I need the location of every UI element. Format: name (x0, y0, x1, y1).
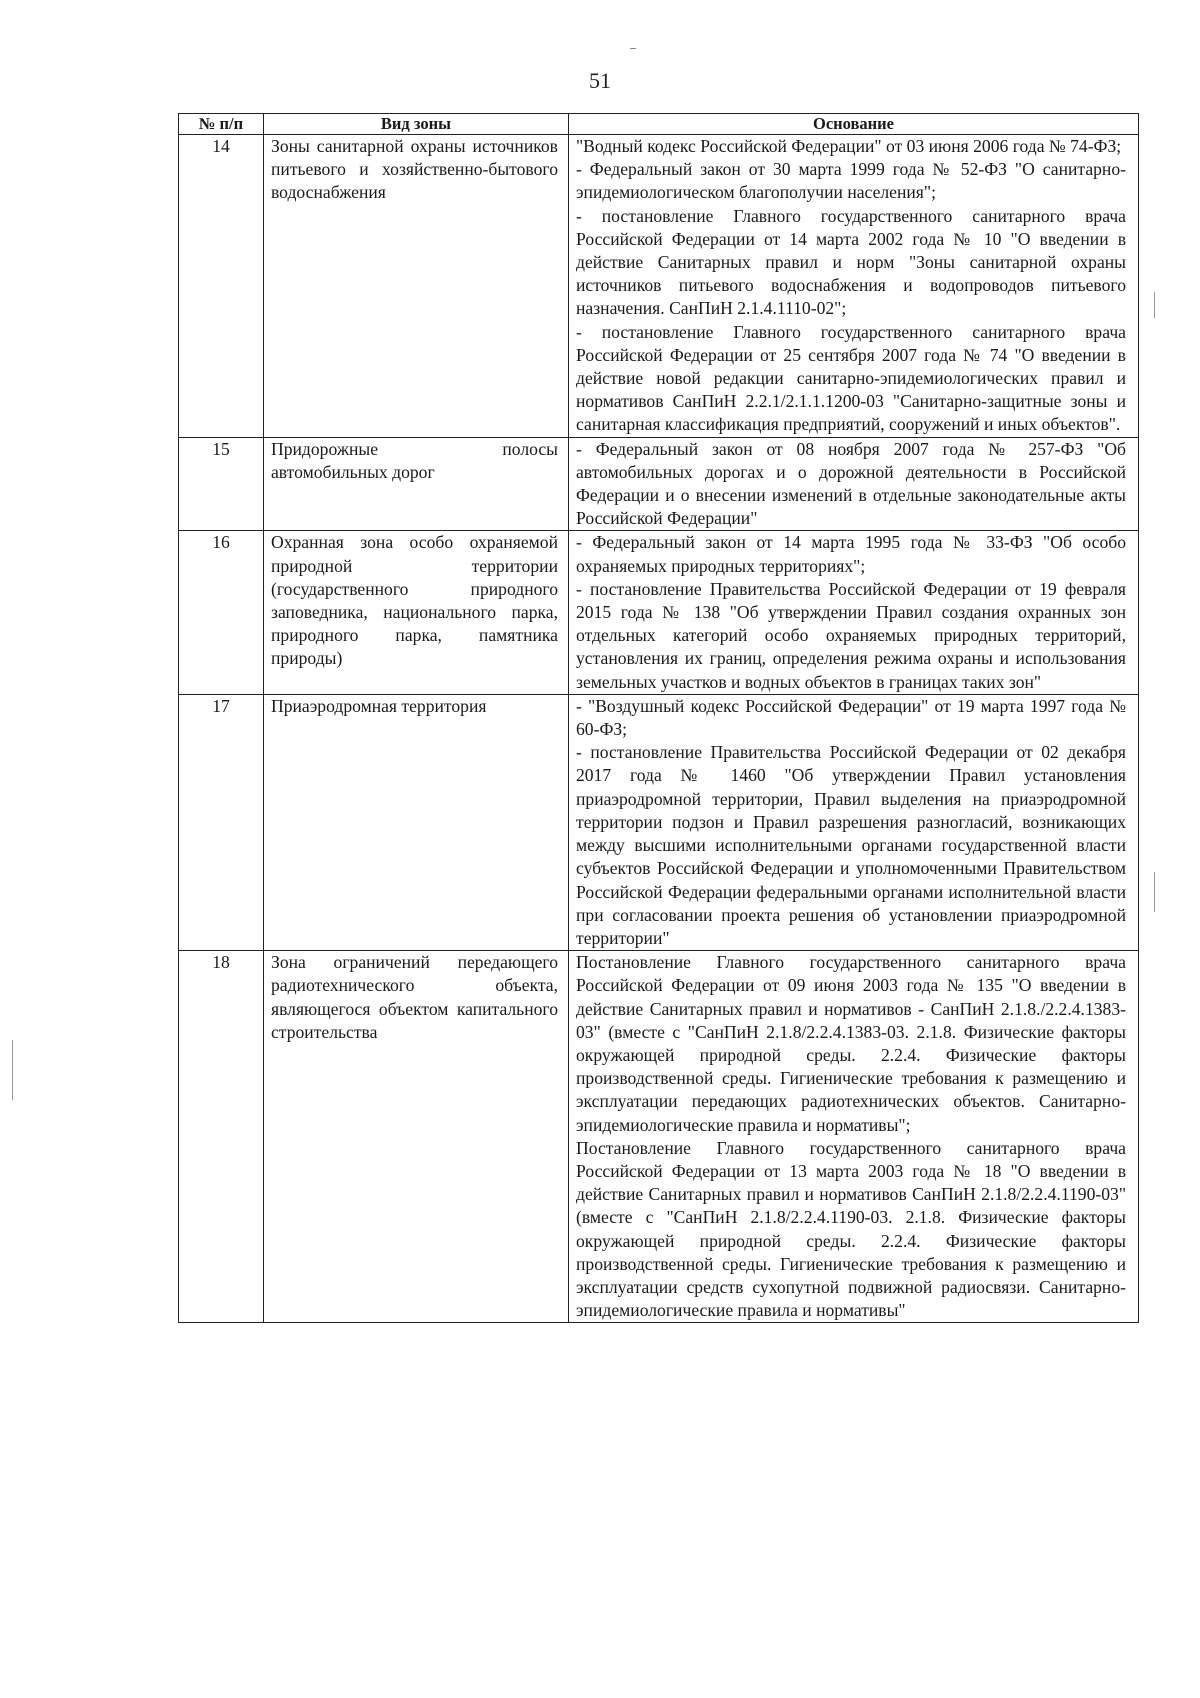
zones-table (178, 113, 1139, 1323)
header-zone-type: Вид зоны (264, 114, 569, 135)
basis-item: - постановление Правительства Российской Федерации от 19 февраля 2015 года № 138 "Об утверждении Правил создания охранных зон отдельных категорий особо охраняемых природных территорий, установления их границ, определения режима охраны и использования земельных участков и водных объектов в границах таких зон" (576, 578, 1126, 692)
basis-item: - постановление Правительства Российской Федерации от 02 декабря 2017 года № 1460 "Об утверждении Правил установления приаэродромной территории, Правил выделения на приаэродромной территории подзон и Правил разрешения разногласий, возникающих между высшими исполнительными органами государственной власти субъектов Российской Федерации и уполномоченными Правительством Российской Федерации федеральными органами исполнительной власти при согласовании проекта решения об установлении приаэродромной территории" (576, 742, 1126, 948)
basis-item: - Федеральный закон от 14 марта 1995 года № 33-ФЗ "Об особо охраняемых природных территориях"; (576, 532, 1126, 576)
basis-item: "Водный кодекс Российской Федерации" от 03 июня 2006 года № 74-ФЗ; (576, 136, 1122, 156)
scan-edge-mark (12, 1040, 13, 1100)
basis-cell (569, 437, 1139, 531)
row-number: 18 (179, 951, 264, 1323)
basis-item: - "Воздушный кодекс Российской Федерации" от 19 марта 1997 года № 60-ФЗ; (576, 695, 1126, 740)
basis-item: - Федеральный закон от 30 марта 1999 года № 52-ФЗ "О санитарно-эпидемиологическом благополучии населения"; (576, 159, 1126, 203)
row-number: 17 (179, 694, 264, 950)
basis-cell (569, 694, 1139, 950)
zone-type: Зона ограничений передающего радиотехнического объекта, являющегося объектом капитального строительства (264, 951, 569, 1323)
header-number: № п/п (179, 114, 264, 135)
basis-cell (569, 135, 1139, 438)
scan-artifact-dash (630, 48, 636, 49)
scan-edge-mark (1154, 292, 1155, 318)
row-number: 14 (179, 135, 264, 438)
row-number: 15 (179, 437, 264, 531)
table-row (179, 951, 1139, 1323)
zone-type: Приаэродромная территория (264, 694, 569, 950)
page-number: 51 (589, 68, 611, 93)
basis-item: - Федеральный закон от 08 ноября 2007 года № 257-ФЗ "Об автомобильных дорогах и о дорожной деятельности в Российской Федерации и о внесении изменений в отдельные законодательные акты Российской Федерации" (576, 438, 1126, 529)
table-row (179, 437, 1139, 531)
table-row (179, 694, 1139, 950)
basis-item: - постановление Главного государственного санитарного врача Российской Федерации от 25 сентября 2007 года № 74 "О введении в действие новой редакции санитарно-эпидемиологических правил и нормативов СанПиН 2.2.1/2.1.1.1200-03 "Санитарно-защитные зоны и санитарная классификация предприятий, сооружений и иных объектов". (576, 321, 1126, 435)
header-basis: Основание (569, 114, 1139, 135)
basis-cell (569, 951, 1139, 1323)
row-number: 16 (179, 531, 264, 694)
zone-type: Придорожные полосы автомобильных дорог (264, 437, 569, 531)
basis-item: Постановление Главного государственного санитарного врача Российской Федерации от 09 июня 2003 года № 135 "О введении в действие Санитарных правил и нормативов - СанПиН 2.1.8./2.2.4.1383-03" (вместе с "СанПиН 2.1.8/2.2.4.1383-03. 2.1.8. Физические факторы окружающей природной среды. 2.2.4. Физические факторы производственной среды. Гигиенические требования к размещению и эксплуатации передающих радиотехнических объектов. Санитарно-эпидемиологические правила и нормативы"; (576, 952, 1126, 1135)
table-row (179, 135, 1139, 438)
basis-item: - постановление Главного государственного санитарного врача Российской Федерации от 14 марта 2002 года № 10 "О введении в действие Санитарных правил и норм "Зоны санитарной охраны источников питьевого водоснабжения и водопроводов питьевого назначения. СанПиН 2.1.4.1110-02"; (576, 205, 1126, 319)
zone-type: Охранная зона особо охраняемой природной территории (государственного природного заповедника, национального парка, природного парка, памятника природы) (264, 531, 569, 694)
basis-cell (569, 531, 1139, 694)
basis-item: Постановление Главного государственного санитарного врача Российской Федерации от 13 марта 2003 года № 18 "О введении в действие Санитарных правил и нормативов СанПиН 2.1.8/2.2.4.1190-03" (вместе с "СанПиН 2.1.8/2.2.4.1190-03. 2.1.8. Физические факторы окружающей природной среды. 2.2.4. Физические факторы производственной среды. Гигиенические требования к размещению и эксплуатации средств сухопутной подвижной радиосвязи. Санитарно-эпидемиологические правила и нормативы" (576, 1137, 1126, 1321)
zone-type: Зоны санитарной охраны источников питьевого и хозяйственно-бытового водоснабжения (264, 135, 569, 438)
table-header-row (179, 114, 1139, 135)
scan-edge-mark (1154, 872, 1155, 912)
table-row (179, 531, 1139, 694)
